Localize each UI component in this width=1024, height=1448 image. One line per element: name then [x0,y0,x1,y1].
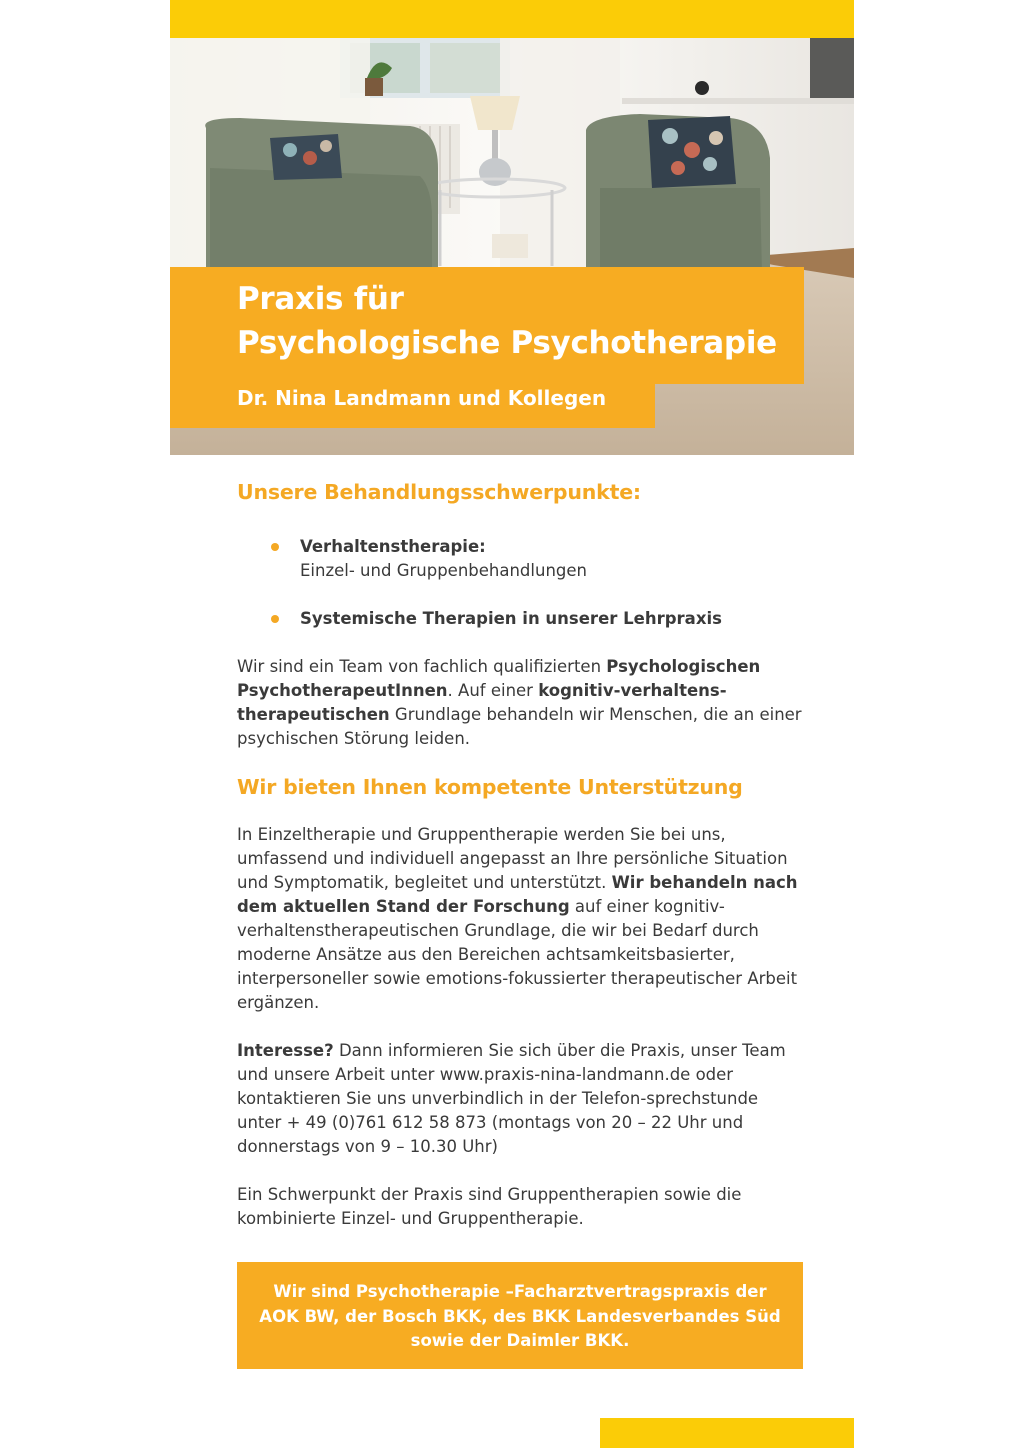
team-text-3: Grundlage behandeln wir Menschen, die an einer psychischen Störung leiden. [237,705,802,748]
title-line-2: Psychologische Psychotherapie [237,325,777,361]
subtitle-banner [170,384,655,428]
bullet-icon [271,615,279,623]
support-bold: Wir behandeln nach dem aktuellen Stand der Forschung [237,873,798,916]
support-paragraph [237,823,807,1015]
website-link[interactable]: www.praxis-nina-landmann.de [439,1065,691,1084]
title-banner [170,267,804,384]
contact-bold: Interesse? [237,1041,334,1060]
contact-text-1: Dann informieren Sie sich über die Praxis, unser Team und unsere Arbeit unter [237,1041,786,1084]
team-bold-2: kognitiv-verhaltens-therapeutischen [237,681,727,724]
contact-text-2: oder kontaktieren Sie uns unverbindlich in der Telefon-sprechstunde unter [237,1065,759,1132]
list-item [237,607,807,631]
team-text-1: Wir sind ein Team von fachlich qualifizierten [237,657,607,676]
subtitle-doctor: Dr. Nina Landmann und Kollegen [237,386,607,410]
contact-paragraph [237,1039,807,1159]
top-accent-bar [170,0,854,38]
focus-heading: Unsere Behandlungsschwerpunkte: [237,480,641,504]
contract-practice-banner [237,1262,803,1369]
list-item [237,535,807,583]
bullet-icon [271,543,279,551]
cta-line-1: Wir sind Psychotherapie –Facharztvertragspraxis der [273,1282,767,1301]
bottom-accent-bar [600,1418,854,1448]
team-paragraph [237,655,807,751]
focus-item-title: Verhaltenstherapie: [300,537,486,556]
group-paragraph: Ein Schwerpunkt der Praxis sind Gruppentherapien sowie die kombinierte Einzel- und Gruppentherapie. [237,1185,742,1228]
focus-item-title: Systemische Therapien in unserer Lehrpraxis [300,609,722,628]
title-line-1: Praxis für [237,281,404,317]
focus-list [237,535,807,631]
support-text-1: In Einzeltherapie und Gruppentherapie werden Sie bei uns, umfassend und individuell angepasst an Ihre persönliche Situation und Symptomatik, begleitet und unterstützt. [237,825,788,892]
phone-number[interactable]: + 49 (0)761 612 58 873 [286,1113,487,1132]
cta-line-2: AOK BW, der Bosch BKK, des BKK Landesverbandes Süd [259,1306,781,1326]
focus-item-detail: Einzel- und Gruppenbehandlungen [300,561,587,580]
support-text-2: auf einer kognitiv-verhaltenstherapeutischen Grundlage, die wir bei Bedarf durch moderne Ansätze aus den Bereichen achtsamkeitsbasierter, interpersoneller sowie emotions-fokussierter therapeutischer Arbeit ergänzen. [237,897,798,1012]
support-heading: Wir bieten Ihnen kompetente Unterstützung [237,775,743,799]
team-text-2: . Auf einer [447,681,539,700]
main-content [237,480,807,1231]
team-bold-1: Psychologischen PsychotherapeutInnen [237,657,761,700]
cta-line-3: sowie der Daimler BKK. [410,1331,630,1350]
contact-text-3: (montags von 20 – 22 Uhr und donnerstags von 9 – 10.30 Uhr) [237,1113,744,1156]
flyer-page [170,0,854,1448]
